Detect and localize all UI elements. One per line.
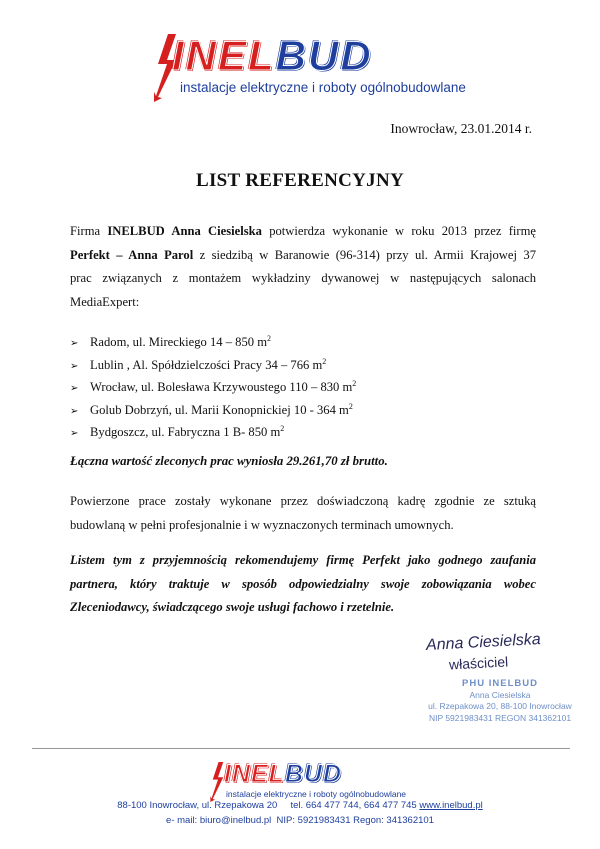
brand-tagline: instalacje elektryczne i roboty ogólnobudowlane xyxy=(226,789,407,799)
list-item: ➢ Lublin , Al. Spółdzielczości Pracy 34 – 766 $m^2$ xyxy=(70,351,356,374)
letterhead-logo xyxy=(150,30,466,105)
signature-role: właściciel xyxy=(448,653,509,673)
locations-list xyxy=(70,328,356,441)
company-stamp: PHU INELBUD Anna Ciesielska ul. Rzepakowa 20, 88-100 Inowrocław NIP 5921983431 REGON 341362101 xyxy=(428,678,572,723)
arrow-bullet-icon: ➢ xyxy=(70,360,79,372)
footer-logo xyxy=(210,760,407,805)
brand-wordmark: INELBUD xyxy=(172,32,373,79)
footer-ids-line: e- mail: biuro@inelbud.pl NIP: 5921983431 Regon: 341362101 xyxy=(166,815,434,826)
quality-paragraph: Powierzone prace zostały wykonane przez doświadczoną kadrę zgodnie ze sztuką budowlaną w pełni profesjonalnie i w wyznaczonych terminach umownych. xyxy=(70,494,536,532)
list-item: ➢ Bydgoszcz, ul. Fabryczna 1 B- 850 $m^2$ xyxy=(70,418,356,441)
arrow-bullet-icon: ➢ xyxy=(70,338,79,350)
letter-date: Inowrocław, 23.01.2014 r. xyxy=(390,121,532,136)
email-link[interactable]: e- mail: biuro@inelbud.pl xyxy=(166,815,272,826)
list-item: ➢ Radom, ul. Mireckiego 14 – 850 $m^2$ xyxy=(70,328,356,351)
recommendation-paragraph: Listem tym z przyjemnością rekomendujemy firmę Perfekt jako godnego zaufania partnera, który traktuje w sposób odpowiedzialny swoje zobowiązania wobec Zleceniodawcy, świadczącego swoje usługi fachowo i rzetelnie. xyxy=(70,553,536,614)
intro-paragraph: Firma INELBUD Anna Ciesielska potwierdza wykonanie w roku 2013 przez firmę Perfekt – Anna Parol z siedzibą w Baranowie (96-314) przy ul. Armii Krajowej 37 prac związanych z montażem wykładziny dywanowej w następujących salonach MediaExpert: xyxy=(70,224,536,309)
list-item: ➢ Wrocław, ul. Bolesława Krzywoustego 110 – 830 $m^2$ xyxy=(70,373,356,396)
total-value: Łączna wartość zleconych prac wyniosła 29.261,70 zł brutto. xyxy=(70,454,388,468)
website-link[interactable]: www.inelbud.pl xyxy=(419,800,483,811)
arrow-bullet-icon: ➢ xyxy=(70,405,79,417)
arrow-bullet-icon: ➢ xyxy=(70,428,79,440)
footer-divider xyxy=(32,748,570,749)
brand-wordmark: INELBUD xyxy=(224,760,343,788)
signature-name: Anna Ciesielska xyxy=(425,631,542,654)
footer-contact-line: 88-100 Inowrocław, ul. Rzepakowa 20 tel. 664 477 744, 664 477 745 www.inelbud.pl xyxy=(117,800,483,811)
list-item: ➢ Golub Dobrzyń, ul. Marii Konopnickiej 10 - 364 $m^2$ xyxy=(70,396,356,419)
arrow-bullet-icon: ➢ xyxy=(70,383,79,395)
brand-tagline: instalacje elektryczne i roboty ogólnobudowlane xyxy=(180,80,466,95)
page-title: LIST REFERENCYJNY xyxy=(196,170,404,191)
